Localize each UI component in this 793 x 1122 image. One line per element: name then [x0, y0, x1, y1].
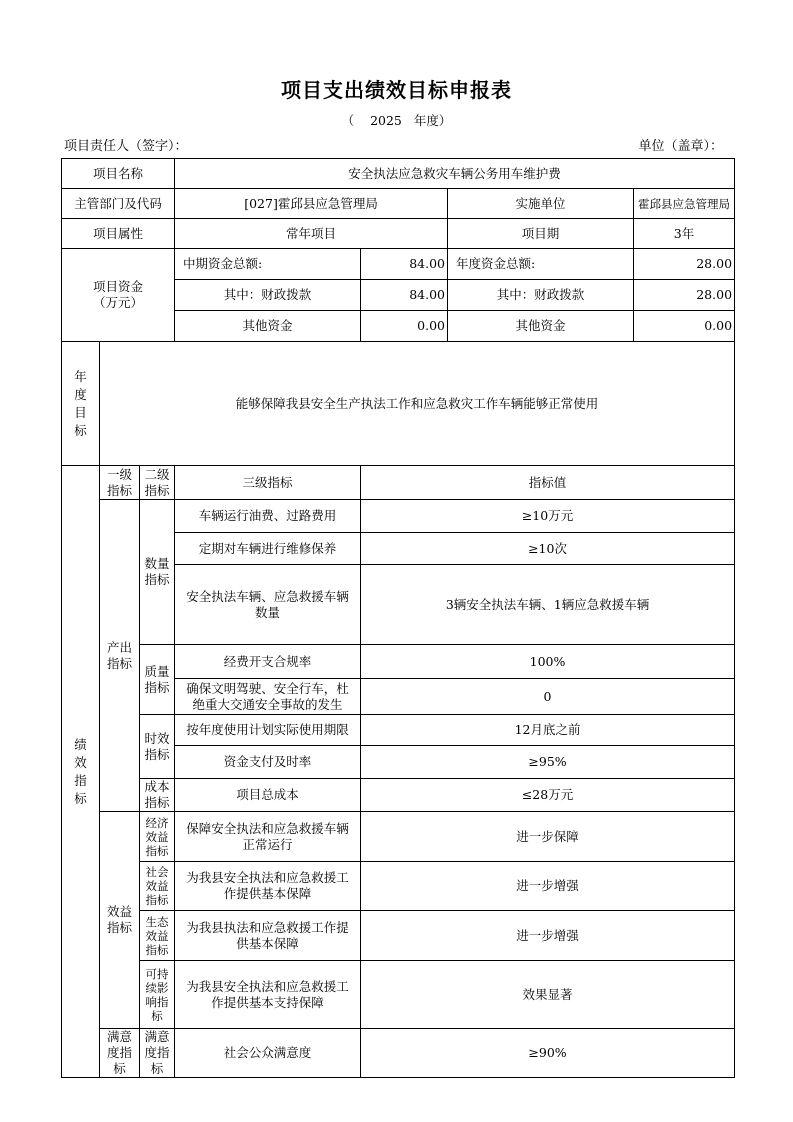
- dept-label: 主管部门及代码: [62, 189, 175, 219]
- performance-label: 绩 效 指 标: [62, 466, 100, 1078]
- year-prefix: （: [341, 113, 355, 128]
- mid-total-label: 中期资金总额:: [175, 249, 361, 280]
- indicator-value-10: 进一步增强: [361, 862, 735, 911]
- cost-indicator-label: 成本 指标: [140, 779, 175, 812]
- mid-fiscal-value: 84.00: [361, 280, 448, 311]
- indicator-value-1: ≥10万元: [361, 500, 735, 533]
- year-other-value: 0.00: [634, 311, 735, 342]
- responsible-person-label: 项目责任人（签字）：: [64, 139, 188, 154]
- col-value-header: 指标值: [361, 466, 735, 500]
- satisfaction-sub-indicator-label: 满意 度指 标: [140, 1029, 175, 1078]
- timeliness-indicator-label: 时效 指标: [140, 715, 175, 779]
- indicator-row-11: 为我县执法和应急救援工作提 供基本保障: [175, 911, 361, 961]
- mid-other-value: 0.00: [361, 311, 448, 342]
- social-indicator-label: 社会 效益 指标: [140, 862, 175, 911]
- indicator-value-12: 效果显著: [361, 961, 735, 1029]
- attr-value: 常年项目: [175, 219, 448, 249]
- indicator-row-1: 车辆运行油费、过路费用: [175, 500, 361, 533]
- year-value: 2025: [370, 113, 402, 128]
- annual-goal-label: 年 度 目 标: [62, 342, 100, 466]
- indicator-value-7: ≥95%: [361, 746, 735, 779]
- indicator-row-10: 为我县安全执法和应急救援工 作提供基本保障: [175, 862, 361, 911]
- mid-other-label: 其他资金: [175, 311, 361, 342]
- indicator-row-9: 保障安全执法和应急救援车辆 正常运行: [175, 812, 361, 862]
- col-level1-header: 一级 指标: [100, 466, 140, 500]
- indicator-row-4: 经费开支合规率: [175, 645, 361, 679]
- annual-goal-text: 能够保障我县安全生产执法工作和应急救灾工作车辆能够正常使用: [100, 342, 735, 466]
- mid-total-value: 84.00: [361, 249, 448, 280]
- sustainable-indicator-label: 可持 续影 响指 标: [140, 961, 175, 1029]
- period-label: 项目期: [448, 219, 634, 249]
- period-value: 3年: [634, 219, 735, 249]
- indicator-value-5: 0: [361, 679, 735, 715]
- col-level3-header: 三级指标: [175, 466, 361, 500]
- indicator-row-2: 定期对车辆进行维修保养: [175, 533, 361, 565]
- year-suffix: 年度）: [413, 113, 452, 128]
- indicator-value-13: ≥90%: [361, 1029, 735, 1078]
- attr-label: 项目属性: [62, 219, 175, 249]
- col-level2-header: 二级 指标: [140, 466, 175, 500]
- indicator-row-6: 按年度使用计划实际使用期限: [175, 715, 361, 746]
- satisfaction-indicator-label: 满意 度指 标: [100, 1029, 140, 1078]
- project-name-label: 项目名称: [62, 159, 175, 189]
- indicator-value-6: 12月底之前: [361, 715, 735, 746]
- mid-fiscal-label: 其中：财政拨款: [175, 280, 361, 311]
- funds-label-line2: （万元）: [93, 295, 144, 310]
- dept-value: [027]霍邱县应急管理局: [175, 189, 448, 219]
- ecological-indicator-label: 生态 效益 指标: [140, 911, 175, 961]
- quantity-indicator-label: 数量 指标: [140, 500, 175, 645]
- year-fiscal-value: 28.00: [634, 280, 735, 311]
- year-fiscal-label: 其中：财政拨款: [448, 280, 634, 311]
- indicator-value-3: 3辆安全执法车辆、1辆应急救援车辆: [361, 565, 735, 645]
- indicator-row-7: 资金支付及时率: [175, 746, 361, 779]
- indicator-value-2: ≥10次: [361, 533, 735, 565]
- economic-indicator-label: 经济 效益 指标: [140, 812, 175, 862]
- report-year: [0, 111, 793, 129]
- indicator-value-4: 100%: [361, 645, 735, 679]
- indicator-value-9: 进一步保障: [361, 812, 735, 862]
- year-total-label: 年度资金总额:: [448, 249, 634, 280]
- indicator-row-13: 社会公众满意度: [175, 1029, 361, 1078]
- performance-goal-table: [61, 158, 735, 1078]
- indicator-row-5: 确保文明驾驶、安全行车，杜 绝重大交通安全事故的发生: [175, 679, 361, 715]
- output-indicator-label: 产出 指标: [100, 500, 140, 812]
- indicator-row-3: 安全执法车辆、应急救援车辆 数量: [175, 565, 361, 645]
- page-title: 项目支出绩效目标申报表: [281, 78, 512, 102]
- indicator-value-11: 进一步增强: [361, 911, 735, 961]
- quality-indicator-label: 质量 指标: [140, 645, 175, 715]
- funds-label: [62, 249, 175, 342]
- benefit-indicator-label: 效益 指标: [100, 812, 140, 1029]
- year-total-value: 28.00: [634, 249, 735, 280]
- project-name-value: 安全执法应急救灾车辆公务用车维护费: [175, 159, 735, 189]
- indicator-row-12: 为我县安全执法和应急救援工 作提供基本支持保障: [175, 961, 361, 1029]
- unit-seal-label: 单位（盖章）：: [638, 139, 723, 154]
- year-other-label: 其他资金: [448, 311, 634, 342]
- impl-unit-value: 霍邱县应急管理局: [634, 189, 735, 219]
- indicator-value-8: ≤28万元: [361, 779, 735, 812]
- funds-label-line1: 项目资金: [93, 279, 144, 294]
- impl-unit-label: 实施单位: [448, 189, 634, 219]
- indicator-row-8: 项目总成本: [175, 779, 361, 812]
